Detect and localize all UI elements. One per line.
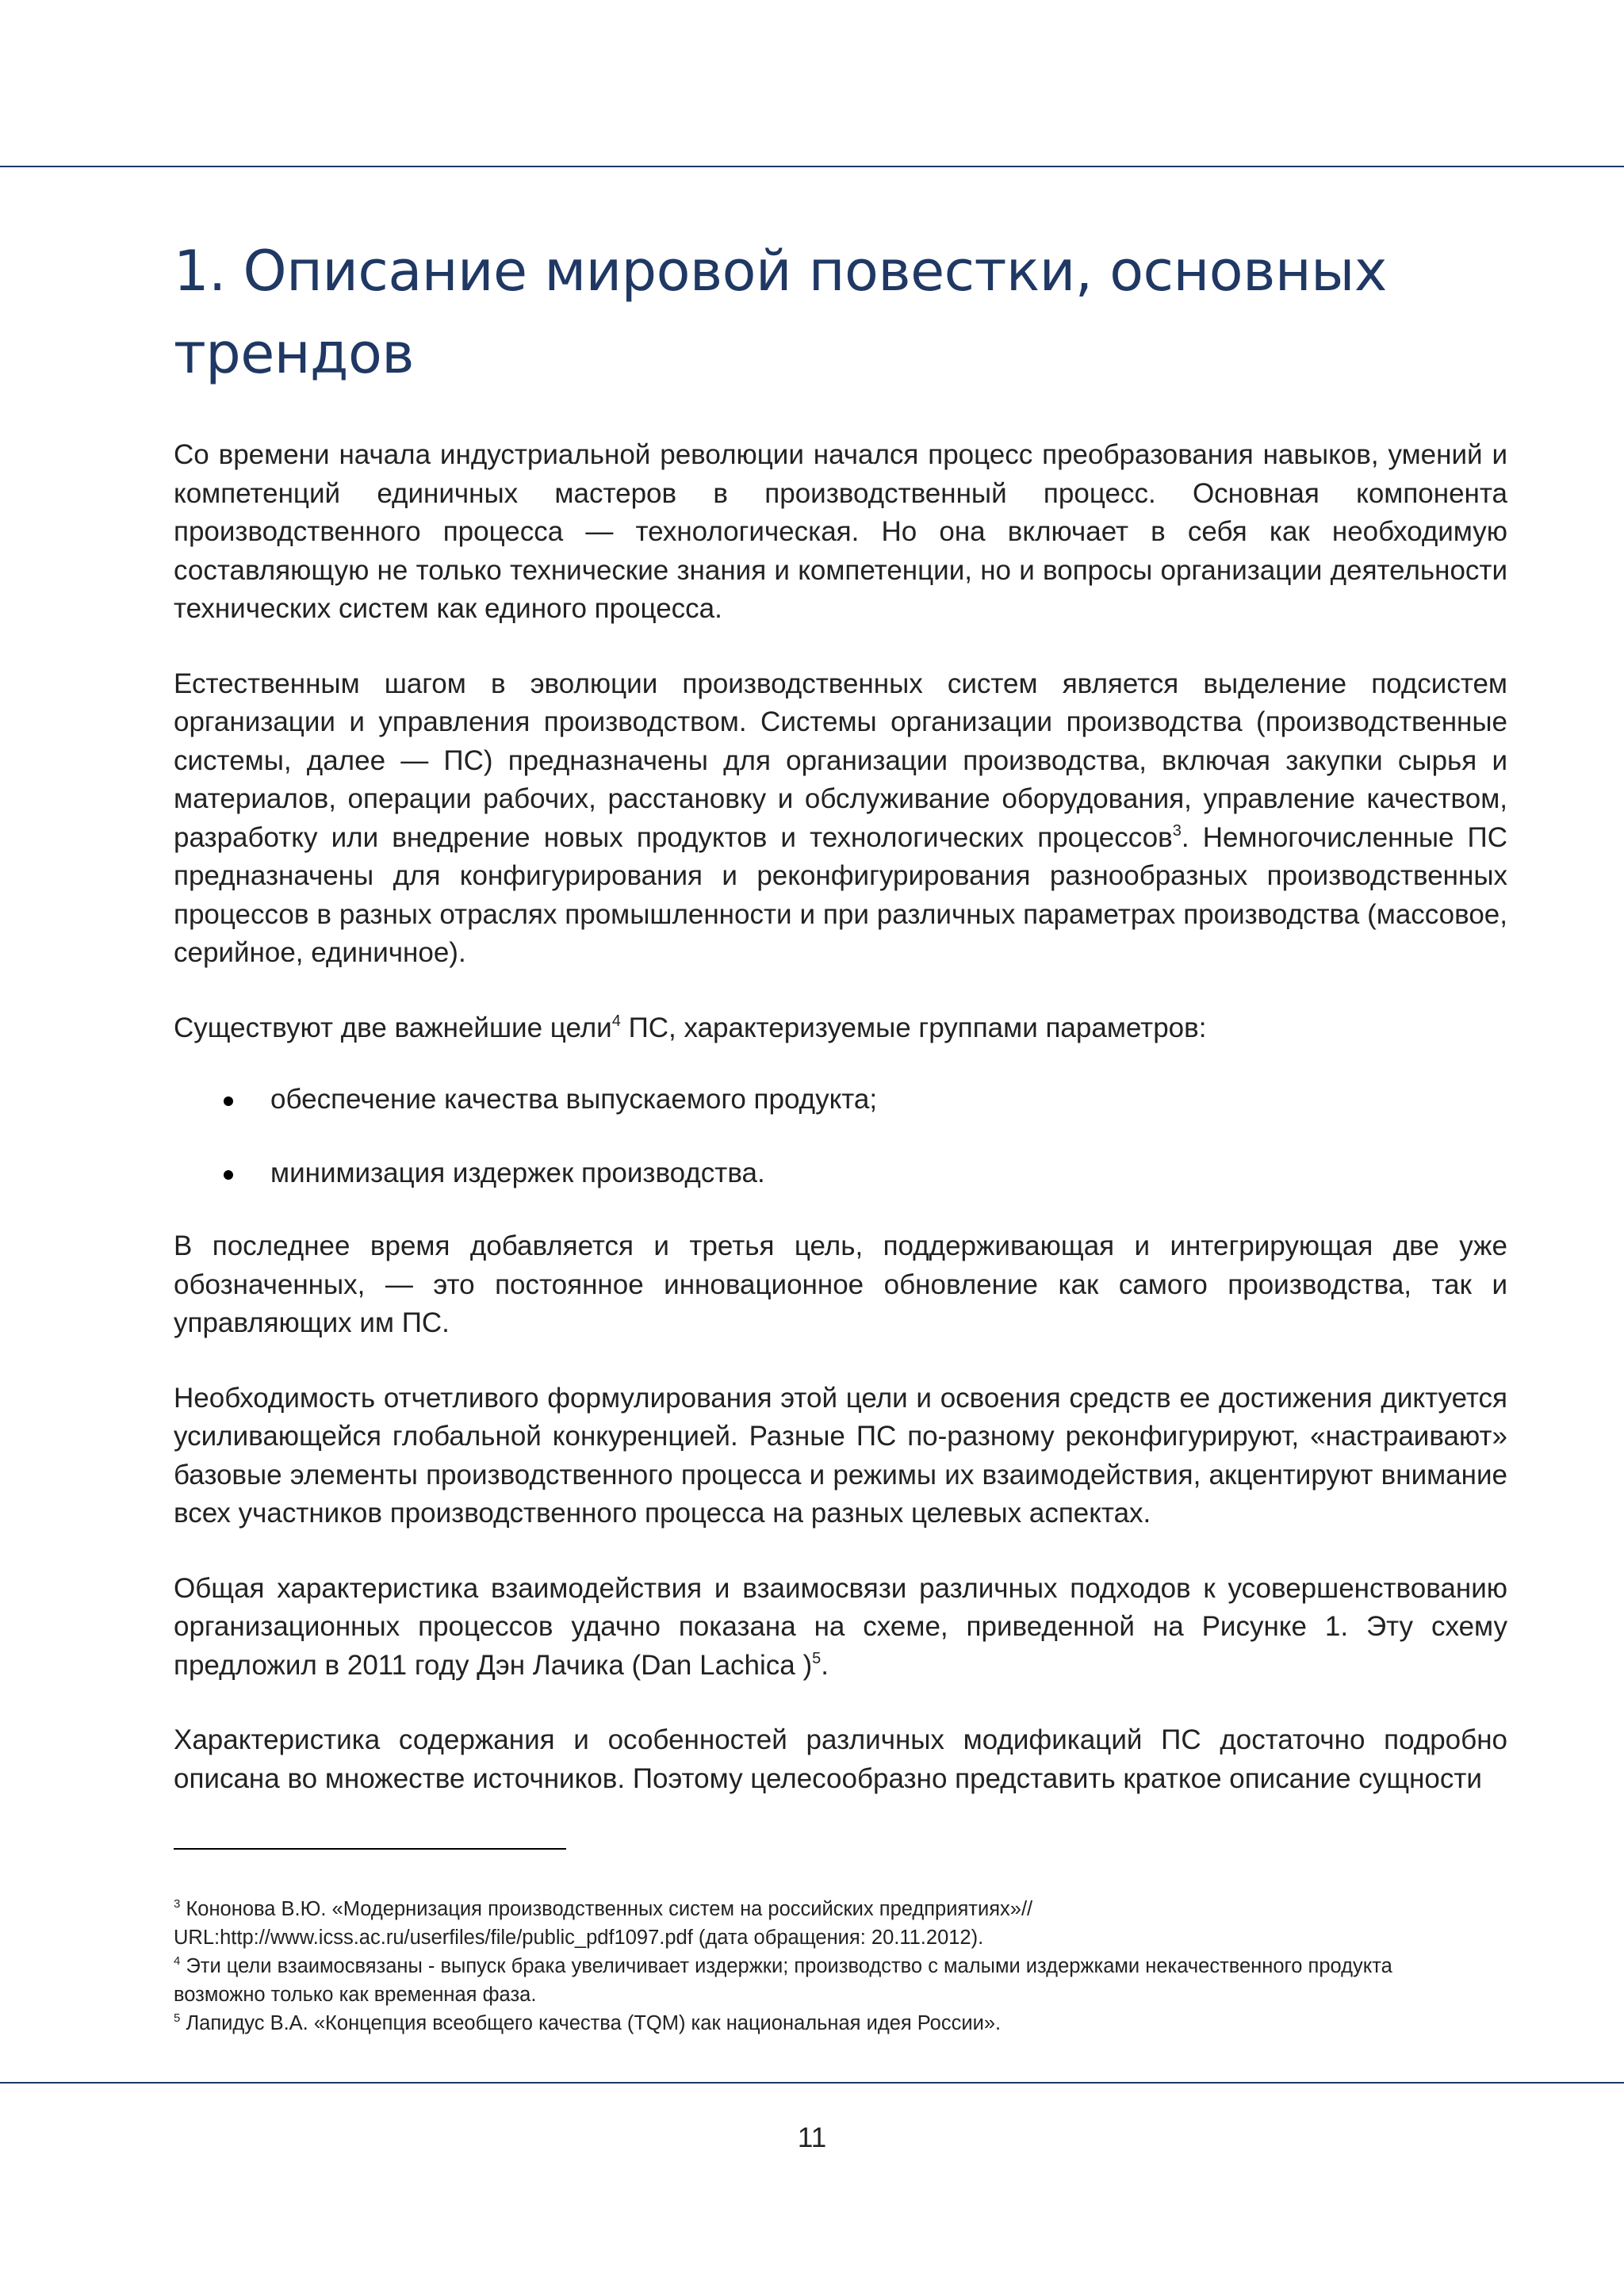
goals-list (174, 1081, 1507, 1192)
list-item-text: обеспечение качества выпускаемого продукта; (270, 1084, 878, 1115)
paragraph-6-text-a: Общая характеристика взаимодействия и взаимосвязи различных подходов к усовершенствованию организационных процессов удачно показана на схеме, приведенной на Рисунке 1. Эту схему предложил в 2011 году Дэн Лачика (Dan Lachica ) (174, 1572, 1507, 1681)
paragraph-6-text-b: . (821, 1649, 829, 1681)
paragraph-3-text-a: Существуют две важнейшие цели (174, 1012, 612, 1043)
footnote-ref-4[interactable]: 4 (611, 1012, 621, 1030)
paragraph-2-text-a: Естественным шагом в эволюции производственных систем является выделение подсистем организации и управления производством. Системы организации производства (производственные системы, далее — ПС) предназначены для организации производства, включая закупки сырья и материалов, операции рабочих, расстановку и обслуживание оборудования, управление качеством, разработку или внедрение новых продуктов и технологических процессов (174, 668, 1507, 853)
section-heading: 1. Описание мировой повестки, основных трендов (174, 239, 1387, 386)
paragraph-2-text-b: . Немногочисленные ПС предназначены для конфигурирования и реконфигурирования разнообразных производственных процессов в разных отраслях промышленности и при различных параметрах производства (массовое, серийное, единичное). (174, 821, 1507, 968)
footnotes (174, 1895, 1507, 2038)
header-rule (0, 166, 1624, 167)
paragraph-7: Характеристика содержания и особенностей различных модификаций ПС достаточно подробно описана во множестве источников. Поэтому целесообразно представить краткое описание сущности (174, 1724, 1507, 1794)
footnote-4 (174, 1952, 1507, 2009)
paragraph-3 (174, 1009, 1507, 1048)
footnote-5 (174, 2009, 1507, 2038)
bullet-icon (224, 1170, 233, 1180)
footnote-3 (174, 1895, 1507, 1952)
footnote-number: 4 (174, 1954, 181, 1968)
paragraph-1: Со времени начала индустриальной революции начался процесс преобразования навыков, умений и компетенций единичных мастеров в производственный процесс. Основная компонента производственного процесса — технологическая. Но она включает в себя как необходимую составляющую не только технические знания и компетенции, но и вопросы организации деятельности технических систем как единого процесса. (174, 439, 1507, 624)
footnote-url[interactable]: URL:http://www.icss.ac.ru/userfiles/file/public_pdf1097.pdf (дата обращения: 20.11.2012). (174, 1927, 984, 1949)
footnote-separator (174, 1848, 566, 1850)
paragraph-6 (174, 1570, 1507, 1686)
paragraph-2 (174, 665, 1507, 973)
footer-rule (0, 2082, 1624, 2084)
page-body (174, 230, 1507, 1835)
footnote-number: 3 (174, 1897, 181, 1911)
bullet-icon (224, 1096, 233, 1106)
footnote-text: Кононова В.Ю. «Модернизация производственных систем на российских предприятиях»// (186, 1898, 1033, 1920)
footnote-text: Эти цели взаимосвязаны - выпуск брака увеличивает издержки; производство с малыми издержками некачественного продукта (186, 1955, 1392, 1977)
page-number: 11 (797, 2122, 827, 2153)
list-item (174, 1081, 1507, 1119)
footnote-text-cont: возможно только как временная фаза. (174, 1984, 537, 2006)
paragraph-3-text-b: ПС, характеризуемые группами параметров: (620, 1012, 1207, 1043)
list-item-text: минимизация издержек производства. (270, 1157, 765, 1188)
paragraph-4: В последнее время добавляется и третья цель, поддерживающая и интегрирующая две уже обозначенных, — это постоянное инновационное обновление как самого производства, так и управляющих им ПС. (174, 1230, 1507, 1338)
paragraph-5: Необходимость отчетливого формулирования этой цели и освоения средств ее достижения диктуется усиливающейся глобальной конкуренцией. Разные ПС по-разному реконфигурируют, «настраивают» базовые элементы производственного процесса и режимы их взаимодействия, акцентируют внимание всех участников производственного процесса на разных целевых аспектах. (174, 1382, 1507, 1529)
footnote-ref-3[interactable]: 3 (1172, 821, 1182, 840)
footnote-ref-5[interactable]: 5 (812, 1649, 822, 1667)
list-item (174, 1154, 1507, 1193)
footnote-number: 5 (174, 2011, 181, 2025)
footnote-text: Лапидус В.А. «Концепция всеобщего качества (TQM) как национальная идея России». (186, 2012, 1002, 2034)
